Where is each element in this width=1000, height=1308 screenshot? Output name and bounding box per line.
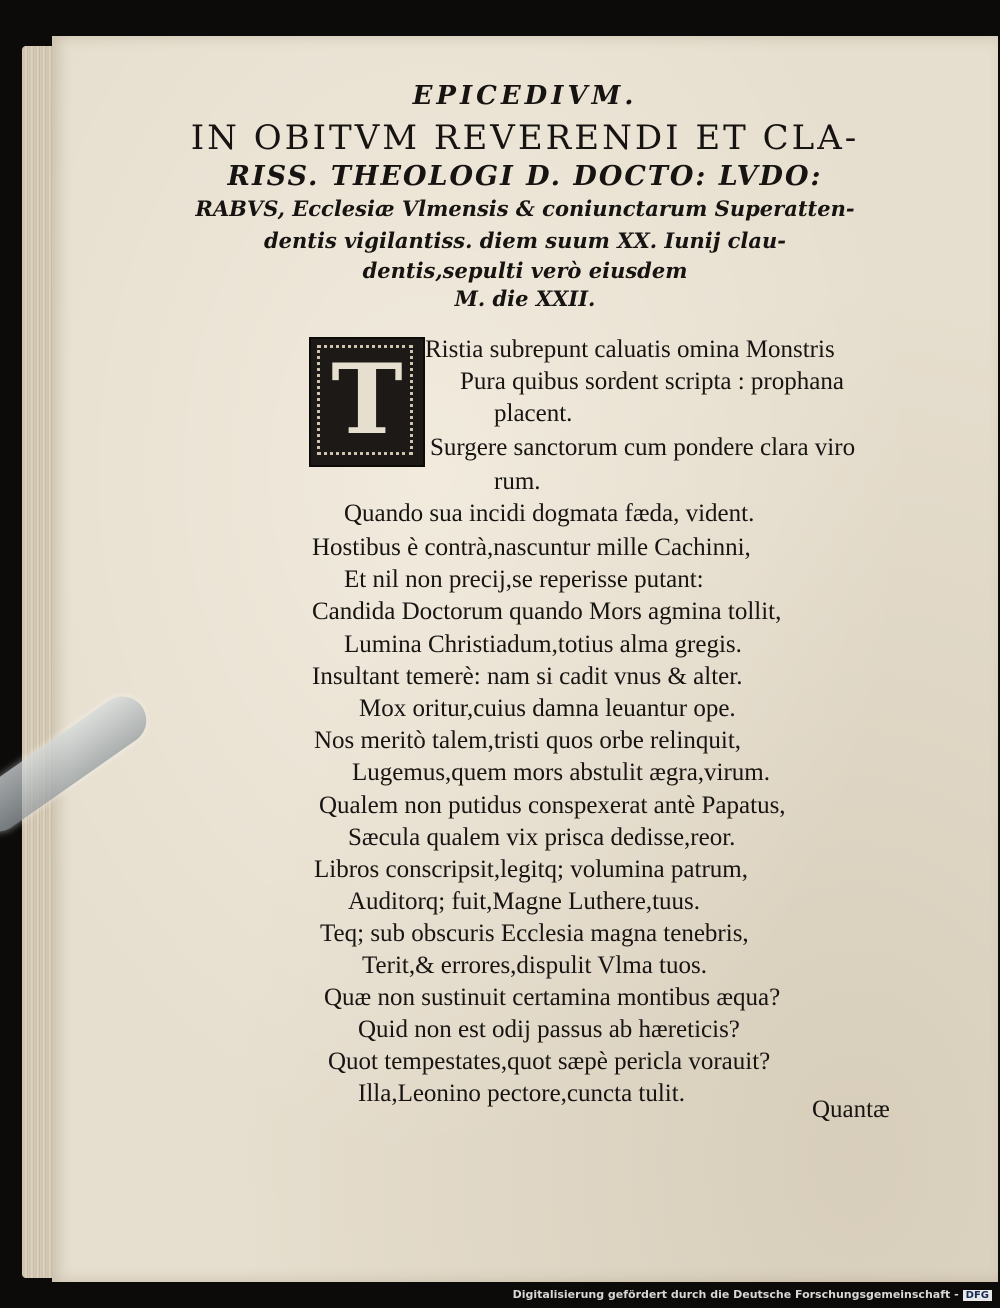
poem-line: Quando sua incidi dogmata fæda, vident. xyxy=(344,500,755,527)
poem-line: Teq; sub obscuris Ecclesia magna tenebris, xyxy=(320,920,749,947)
book-page xyxy=(52,36,998,1282)
poem-line: placent. xyxy=(494,400,573,427)
poem-line: Quæ non sustinuit certamina montibus æqua? xyxy=(324,984,781,1011)
heading-title: IN OBITVM REVERENDI ET CLA- xyxy=(190,118,860,158)
poem-line: Et nil non precij,se reperisse putant: xyxy=(344,566,704,593)
poem-line: Lumina Christiadum,totius alma gregis. xyxy=(344,631,742,658)
poem-line: Mox oritur,cuius damna leuantur ope. xyxy=(359,695,736,722)
poem-line: Surgere sanctorum cum pondere clara viro xyxy=(430,434,856,461)
heading-subtitle: RISS. THEOLOGI D. DOCTO: LVDO: xyxy=(227,161,823,192)
dfg-logo-icon: DFG xyxy=(963,1290,992,1301)
poem-line: Auditorq; fuit,Magne Luthere,tuus. xyxy=(348,888,701,915)
poem-line: Insultant temerè: nam si cadit vnus & alter. xyxy=(312,663,743,690)
poem-line: rum. xyxy=(494,468,541,495)
poem-line: Lugemus,quem mors abstulit ægra,virum. xyxy=(352,759,771,786)
poem-line: Candida Doctorum quando Mors agmina tollit, xyxy=(312,598,782,625)
poem-line: Libros conscripsit,legitq; volumina patrum, xyxy=(314,856,748,883)
heading-epicedium: EPICEDIVM. xyxy=(412,81,638,111)
catchword: Quantæ xyxy=(812,1096,890,1123)
initial-letter: T xyxy=(331,343,403,456)
heading-line-7: M. die XXII. xyxy=(454,286,596,311)
poem-line: Quot tempestates,quot sæpè pericla vorauit? xyxy=(328,1048,771,1075)
poem-line: Pura quibus sordent scripta : prophana xyxy=(460,368,844,395)
poem-line: Quid non est odij passus ab hæreticis? xyxy=(358,1016,740,1043)
poem-line: Nos meritò talem,tristi quos orbe relinquit, xyxy=(314,727,742,754)
digitization-credit xyxy=(513,1288,992,1301)
heading-line-4: RABVS, Ecclesiæ Vlmensis & coniunctarum Superatten- xyxy=(195,196,855,221)
decorated-initial-icon xyxy=(309,337,425,467)
poem-line: Ristia subrepunt caluatis omina Monstris xyxy=(425,336,835,363)
heading-line-5: dentis vigilantiss. diem suum XX. Iunij clau- xyxy=(263,228,787,253)
poem-line: Sæcula qualem vix prisca dedisse,reor. xyxy=(348,824,736,851)
poem-line: Qualem non putidus conspexerat antè Papatus, xyxy=(319,792,786,819)
poem-line: Terit,& errores,dispulit Vlma tuos. xyxy=(362,952,707,979)
poem-line: Hostibus è contrà,nascuntur mille Cachinni, xyxy=(312,534,751,561)
poem-line: Illa,Leonino pectore,cuncta tulit. xyxy=(358,1080,685,1107)
heading-line-6: dentis,sepulti verò eiusdem xyxy=(362,258,688,283)
footer-text: Digitalisierung gefördert durch die Deutsche Forschungsgemeinschaft - xyxy=(512,1288,959,1301)
